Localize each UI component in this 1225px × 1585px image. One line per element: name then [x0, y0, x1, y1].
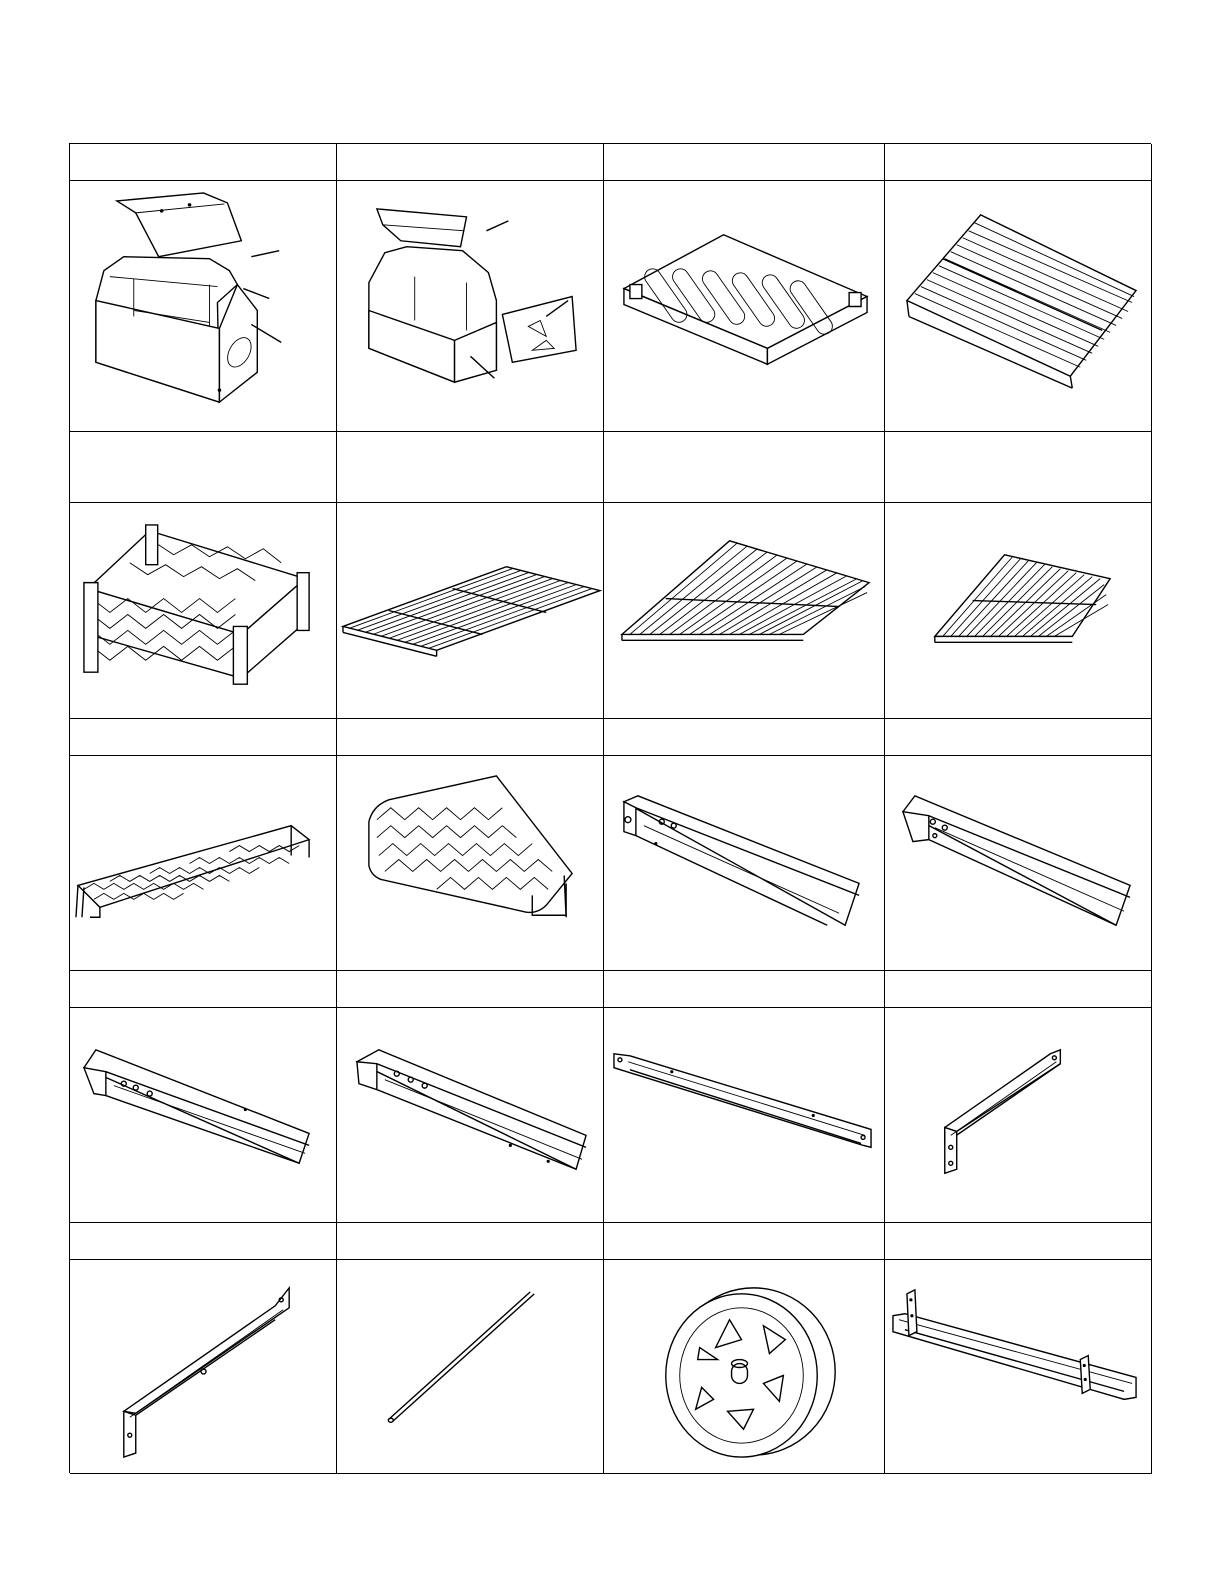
part-label-4 [885, 144, 1152, 181]
long-cooking-grate-icon [337, 503, 604, 719]
short-brace-icon [885, 1008, 1152, 1223]
warming-rack-icon [885, 181, 1152, 432]
bottom-brace-icon [70, 1260, 337, 1474]
right-leg-icon [337, 1008, 604, 1223]
parts-table [69, 143, 1151, 1473]
long-brace-icon [604, 1008, 885, 1223]
axle-rod-icon [337, 1260, 604, 1474]
heat-deflector-plate-icon [604, 181, 885, 432]
part-label-17 [70, 1223, 337, 1260]
part-label-5 [70, 432, 337, 503]
part-label-7 [604, 432, 885, 503]
cooking-grate-icon [604, 503, 885, 719]
charcoal-basket-icon [70, 503, 337, 719]
firebox-grate-icon [337, 756, 604, 971]
cooking-chamber-assembly-icon [70, 181, 337, 432]
small-cooking-grate-icon [885, 503, 1152, 719]
mesh-shelf-icon [70, 756, 337, 971]
rear-leg-icon [885, 756, 1152, 971]
part-label-16 [885, 971, 1152, 1008]
part-label-15 [604, 971, 885, 1008]
wheel-icon [604, 1260, 885, 1474]
left-leg-icon [70, 1008, 337, 1223]
part-label-18 [337, 1223, 604, 1260]
part-label-1 [70, 144, 337, 181]
part-label-2 [337, 144, 604, 181]
part-label-13 [70, 971, 337, 1008]
part-label-8 [885, 432, 1152, 503]
firebox-assembly-icon [337, 181, 604, 432]
part-label-6 [337, 432, 604, 503]
part-label-14 [337, 971, 604, 1008]
front-leg-icon [604, 756, 885, 971]
shelf-support-icon [885, 1260, 1152, 1474]
part-label-9 [70, 719, 337, 756]
part-label-10 [337, 719, 604, 756]
part-label-19 [604, 1223, 885, 1260]
part-label-12 [885, 719, 1152, 756]
part-label-20 [885, 1223, 1152, 1260]
part-label-3 [604, 144, 885, 181]
part-label-11 [604, 719, 885, 756]
